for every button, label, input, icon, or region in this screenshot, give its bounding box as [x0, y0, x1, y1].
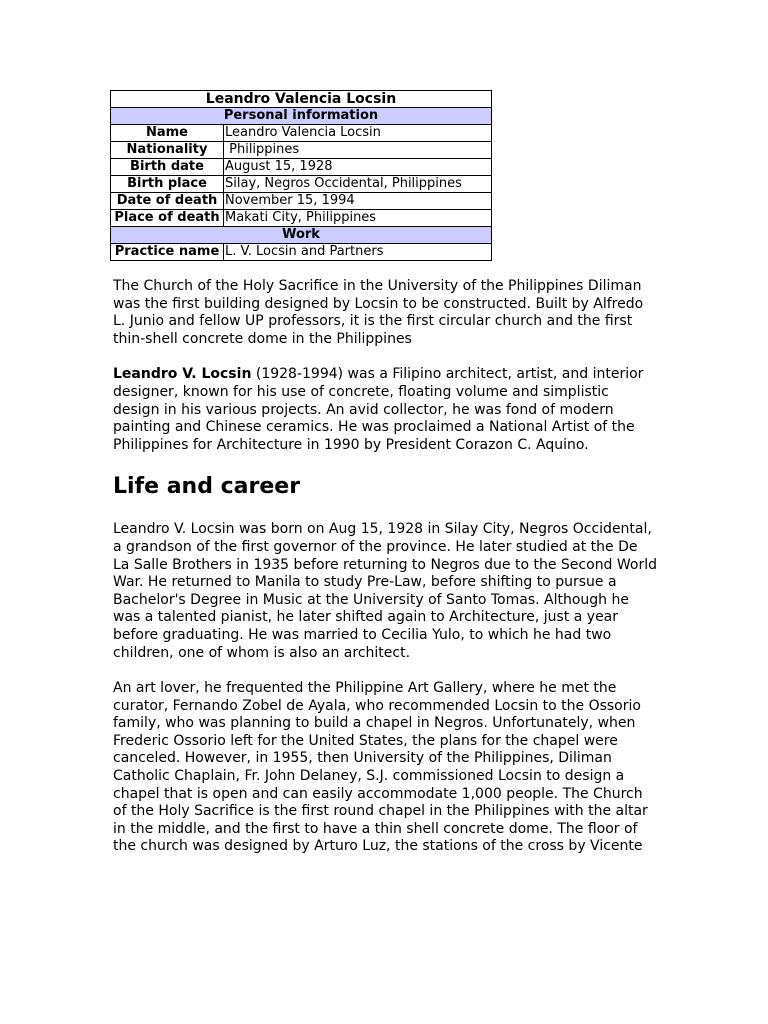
infobox-label: Birth place — [111, 176, 224, 193]
infobox-value: L. V. Locsin and Partners — [224, 244, 492, 261]
body-paragraph: An art lover, he frequented the Philippine Art Gallery, where he met the curator, Fernando Zobel de Ayala, who recommended Locsin to the Ossorio family, who was planning to build a chapel in Negros. Unfortunately, when Frederic Ossorio left for the United States, the plans for the chapel were canceled. However, in 1955, then University of the Philippines, Diliman Catholic Chaplain, Fr. John Delaney, S.J. commissioned Locsin to design a chapel that is open and can easily accommodate 1,000 people. The Church of the Holy Sacrifice is the first round chapel in the Philippines with the altar in the middle, and the first to have a thin shell concrete dome. The floor of the church was designed by Arturo Luz, the stations of the cross by Vicente — [113, 680, 648, 855]
document-page — [113, 90, 658, 856]
section-heading-life-and-career: Life and career — [113, 474, 301, 500]
infobox-table — [110, 90, 492, 261]
infobox-row-practice-name — [111, 244, 492, 261]
summary-text: (1928-1994) was a Filipino architect, artist, and interior designer, known for his use of concrete, floating volume and simplistic design in his various projects. An avid collector, he was fond of modern painting and Chinese ceramics. He was proclaimed a National Artist of the Philippines for Architecture in 1990 by President Corazon C. Aquino. — [113, 366, 644, 453]
infobox-value: Philippines — [224, 142, 492, 159]
infobox-label: Name — [111, 125, 224, 142]
summary-paragraph — [113, 366, 658, 454]
infobox-row-date-of-death — [111, 193, 492, 210]
infobox-label: Date of death — [111, 193, 224, 210]
infobox-row-place-of-death — [111, 210, 492, 227]
infobox-caption: Leandro Valencia Locsin — [111, 91, 492, 108]
infobox-value: November 15, 1994 — [224, 193, 492, 210]
infobox-value: August 15, 1928 — [224, 159, 492, 176]
intro-caption-paragraph: The Church of the Holy Sacrifice in the University of the Philippines Diliman was the first building designed by Locsin to be constructed. Built by Alfredo L. Junio and fellow UP professors, it is the first circular church and the first thin-shell concrete dome in the Philippines — [113, 278, 644, 347]
body-paragraph: Leandro V. Locsin was born on Aug 15, 1928 in Silay City, Negros Occidental, a grandson of the first governor of the province. He later studied at the De La Salle Brothers in 1935 before returning to Negros due to the Second World War. He returned to Manila to study Pre-Law, before shifting to pursue a Bachelor's Degree in Music at the University of Santo Tomas. Although he was a talented pianist, he later shifted again to Architecture, just a year before graduating. He was married to Cecilia Yulo, to which he had two children, one of whom is also an architect. — [113, 521, 658, 661]
infobox-row-nationality — [111, 142, 492, 159]
infobox-value: Leandro Valencia Locsin — [224, 125, 492, 142]
infobox-section-row — [111, 108, 492, 125]
infobox-caption-row — [111, 91, 492, 108]
infobox-section-personal: Personal information — [111, 108, 492, 125]
infobox-value: Makati City, Philippines — [224, 210, 492, 227]
infobox-row-name — [111, 125, 492, 142]
infobox-section-row — [111, 227, 492, 244]
infobox-value: Silay, Negros Occidental, Philippines — [224, 176, 492, 193]
summary-bold-name: Leandro V. Locsin — [113, 366, 252, 383]
infobox-label: Nationality — [111, 142, 224, 159]
infobox-label: Place of death — [111, 210, 224, 227]
infobox-row-birth-place — [111, 176, 492, 193]
infobox-label: Birth date — [111, 159, 224, 176]
infobox-label: Practice name — [111, 244, 224, 261]
infobox-section-work: Work — [111, 227, 492, 244]
infobox-row-birth-date — [111, 159, 492, 176]
